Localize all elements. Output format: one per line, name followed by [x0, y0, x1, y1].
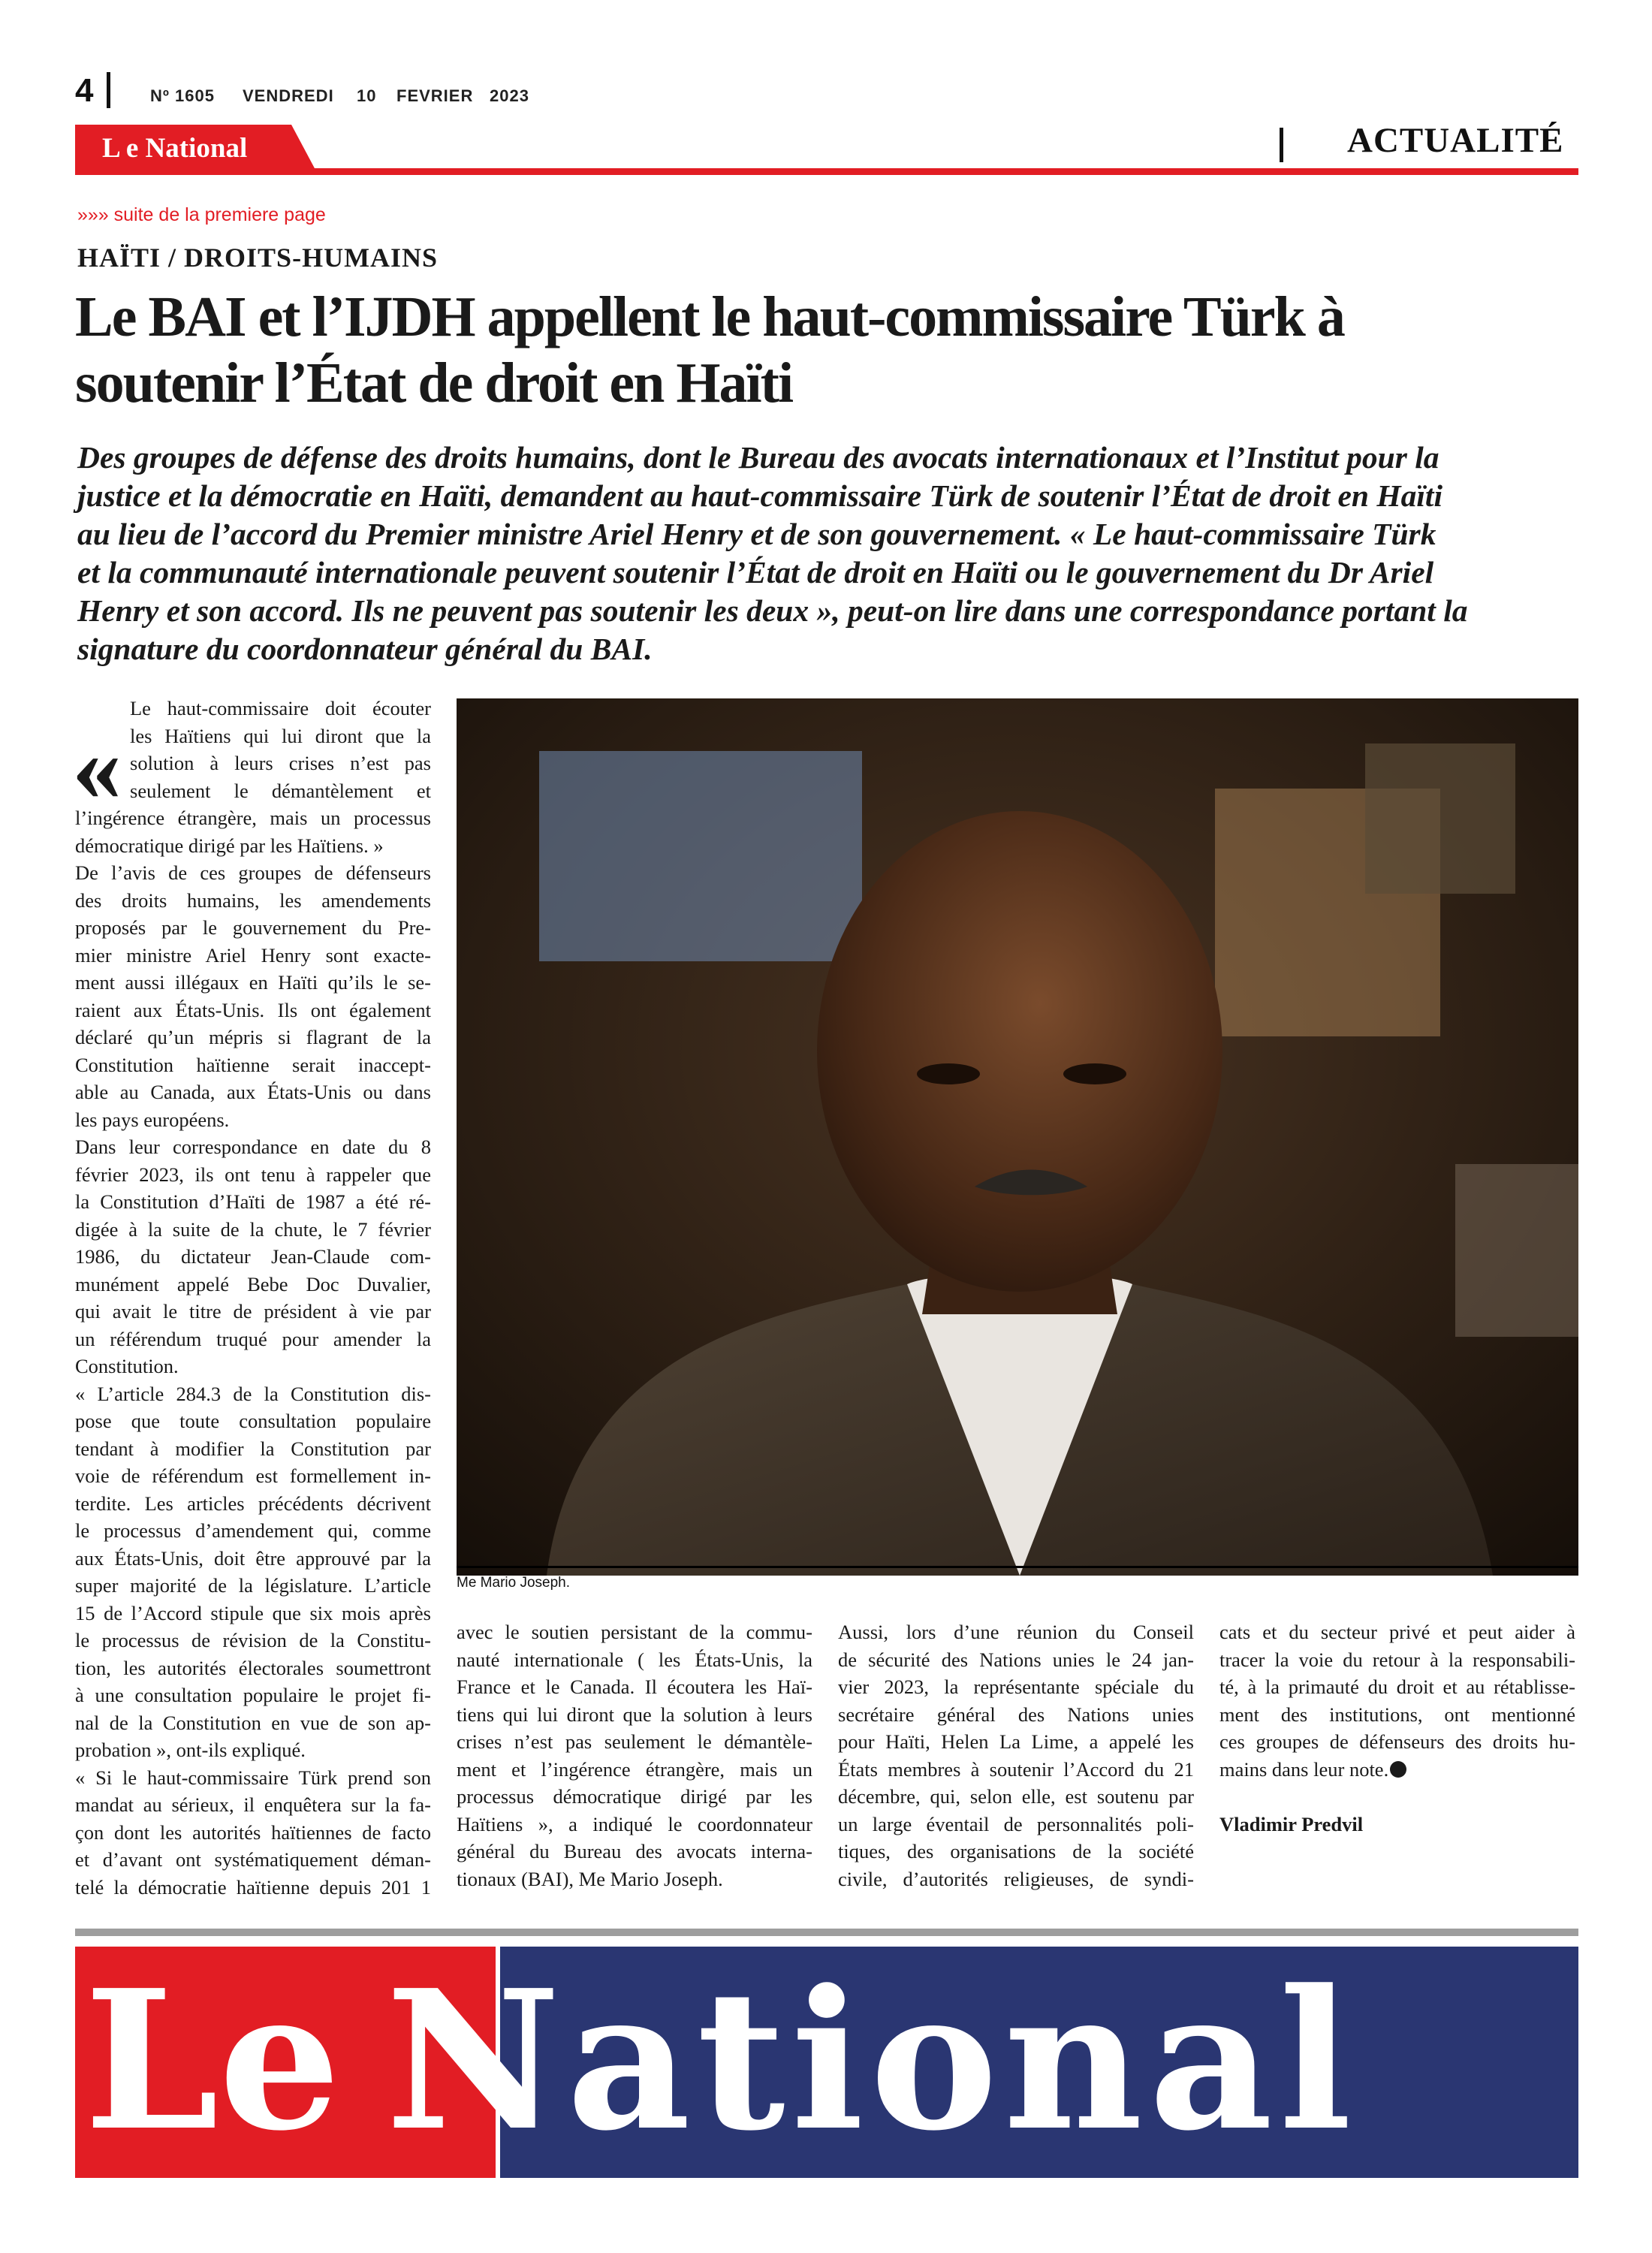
body-line: tracer la voie du retour à la responsabili- [1219, 1648, 1575, 1671]
header-rule [75, 168, 1578, 175]
body-line: pour Haïti, Helen La Lime, a appelé les [838, 1730, 1194, 1753]
body-line: telé la démocratie haïtienne depuis 201 1 [75, 1875, 431, 1899]
footer-rule [75, 1929, 1578, 1936]
body-line: un large éventail de personnalités poli- [838, 1812, 1194, 1835]
body-line: « Si le haut-commissaire Türk prend son [75, 1766, 431, 1789]
body-line: nauté internationale ( les États-Unis, la [457, 1648, 812, 1671]
body-line: pose que toute consultation populaire [75, 1410, 431, 1432]
standfirst-line: Des groupes de défense des droits humains, dont le Bureau des avocats internationaux et l’Institut pour la [77, 440, 1439, 475]
background-frame [1365, 743, 1515, 894]
body-line: États membres à soutenir l’Accord du 21 [838, 1757, 1194, 1781]
standfirst-line: signature du coordonnateur général du BAI. [77, 632, 653, 666]
body-line: « L’article 284.3 de la Constitution dis- [75, 1382, 431, 1405]
article-headline [75, 284, 1577, 416]
body-line: mier ministre Ariel Henry sont exacte- [75, 943, 431, 967]
folio-divider [107, 72, 110, 108]
section-name: ACTUALITÉ [1347, 121, 1564, 160]
body-line: processus démocratique dirigé par les [457, 1785, 812, 1808]
body-line: crises n’est pas seulement le démantèle- [457, 1730, 812, 1753]
body-line: tiques, des organisations de la société [838, 1840, 1194, 1862]
body-line: ces groupes de défenseurs des droits hu- [1219, 1730, 1575, 1753]
face [817, 811, 1222, 1292]
right-eye [1063, 1063, 1126, 1084]
body-line: nal de la Constitution en vue de son ap- [75, 1711, 431, 1734]
page-number: 4 [75, 72, 94, 109]
body-line: le processus d’amendement qui, comme [75, 1519, 431, 1542]
body-line: et d’avant ont systématiquement déman- [75, 1848, 431, 1871]
body-line: proposés par le gouvernement du Pre- [75, 916, 431, 939]
body-line: général du Bureau des avocats interna- [457, 1840, 812, 1862]
standfirst-line: Henry et son accord. Ils ne peuvent pas soutenir les deux », peut-on lire dans une correspondance portant la [77, 593, 1468, 628]
body-line: le processus de révision de la Constitu- [75, 1629, 431, 1651]
body-line: cats et du secteur privé et peut aider à [1219, 1621, 1575, 1643]
body-line: civile, d’autorités religieuses, de syndi- [838, 1867, 1194, 1890]
headline-line: soutenir l’État de droit en Haïti [75, 351, 793, 415]
issue-month: FEVRIER [396, 86, 474, 105]
body-line: février 2023, ils ont tenu à rappeler que [75, 1163, 431, 1186]
background-screen [539, 751, 862, 961]
body-line: aux États-Unis, doit être approuvé par la [75, 1546, 431, 1570]
article-column-1 [75, 695, 431, 1901]
body-line: çon dont les autorités haïtiennes de facto [75, 1820, 431, 1844]
article-column-2 [457, 1618, 812, 1893]
body-line: able au Canada, aux États-Unis ou dans [75, 1081, 431, 1103]
body-line: Haïtiens », a indiqué le coordonnateur [457, 1812, 812, 1835]
body-line: digée à la suite de la chute, le 7 février [75, 1217, 431, 1241]
article-kicker: HAÏTI / DROITS-HUMAINS [77, 243, 439, 273]
body-line: des droits humains, les amendements [75, 888, 431, 912]
continued-label: »»» suite de la premiere page [77, 204, 326, 225]
banner-word-le: Le [84, 1949, 341, 2173]
body-line: solution à leurs crises n’est pas [130, 752, 431, 774]
body-line: la Constitution d’Haïti de 1987 a été ré- [75, 1190, 431, 1213]
body-line: démocratique dirigé par les Haïtiens. » [75, 834, 384, 857]
brand-name: L e National [102, 133, 248, 164]
issue-day: VENDREDI [243, 86, 334, 105]
body-line: les pays européens. [75, 1108, 230, 1131]
body-line: munément appelé Bebe Doc Duvalier, [75, 1272, 431, 1295]
body-line: Constitution. [75, 1355, 179, 1377]
body-line: 1986, du dictateur Jean-Claude com- [75, 1245, 431, 1268]
body-line: qui avait le titre de président à vie par [75, 1300, 431, 1323]
standfirst-line: au lieu de l’accord du Premier ministre Ariel Henry et de son gouvernement. « Le haut-commissaire Türk [77, 517, 1436, 551]
body-line: de sécurité des Nations unies le 24 jan- [838, 1648, 1194, 1671]
body-line: vier 2023, la représentante spéciale du [838, 1675, 1194, 1698]
article-byline: Vladimir Predvil [1219, 1813, 1364, 1835]
article-photo [457, 698, 1578, 1576]
opening-quote-mark: « [72, 711, 122, 822]
body-line: tiens qui lui diront que la solution à leurs [457, 1703, 812, 1726]
left-eye [917, 1063, 980, 1084]
body-line: l’ingérence étrangère, mais un processus [75, 807, 431, 829]
body-line-last [1219, 1756, 1575, 1784]
body-line: Le haut-commissaire doit écouter [130, 697, 431, 719]
end-of-article-icon [1390, 1761, 1406, 1778]
body-line: Aussi, lors d’une réunion du Conseil [838, 1621, 1194, 1643]
issue-date-day: 10 [357, 86, 377, 105]
body-line: déclaré qu’un mépris si flagrant de la [75, 1026, 431, 1048]
issue-year: 2023 [490, 86, 529, 105]
body-line: mandat au sérieux, il enquêtera sur la fa- [75, 1793, 431, 1816]
footer-banner-logo [84, 1949, 1571, 2173]
body-line: à une consultation populaire le projet fi- [75, 1684, 431, 1706]
headline-line: Le BAI et l’IJDH appellent le haut-commissaire Türk à [75, 285, 1344, 348]
body-line: té, à la primauté du droit et au rétablisse- [1219, 1675, 1575, 1698]
section-divider [1280, 128, 1283, 162]
body-line: probation », ont-ils expliqué. [75, 1739, 306, 1761]
article-column-4 [1219, 1618, 1575, 1783]
body-line: tion, les autorités électorales soumettront [75, 1656, 431, 1679]
body-line: terdite. Les articles précédents décrivent [75, 1491, 431, 1515]
body-line: un référendum truqué pour amender la [75, 1327, 431, 1350]
banner-word-national: National [385, 1949, 1358, 2173]
body-line: tionaux (BAI), Me Mario Joseph. [457, 1867, 723, 1890]
body-line: décembre, qui, selon elle, est soutenu par [838, 1785, 1194, 1808]
body-line: raient aux États-Unis. Ils ont également [75, 998, 431, 1021]
body-line: les Haïtiens qui lui diront que la [130, 724, 431, 747]
standfirst-line: et la communauté internationale peuvent soutenir l’État de droit en Haïti ou le gouvernement du Dr Ariel [77, 555, 1434, 590]
issue-number: Nº 1605 [150, 86, 215, 105]
body-line: secrétaire général des Nations unies [838, 1703, 1194, 1726]
body-line: Constitution haïtienne serait inaccept- [75, 1053, 431, 1076]
article-standfirst [77, 439, 1579, 668]
body-line: ment des institutions, ont mentionné [1219, 1703, 1575, 1726]
photo-bottom-rule [457, 1566, 1578, 1568]
standfirst-line: justice et la démocratie en Haïti, demandent au haut-commissaire Türk de soutenir l’État de droit en Haïti [77, 478, 1442, 513]
body-line: avec le soutien persistant de la commu- [457, 1621, 812, 1643]
body-line: Dans leur correspondance en date du 8 [75, 1136, 431, 1158]
body-line: seulement le démantèlement et [130, 779, 431, 802]
body-line: De l’avis de ces groupes de défenseurs [75, 861, 431, 884]
body-line: 15 de l’Accord stipule que six mois après [75, 1601, 431, 1624]
body-line: ment aussi illégaux en Haïti qu’ils le se- [75, 971, 431, 994]
article-column-3 [838, 1618, 1194, 1893]
body-line: voie de référendum est formellement in- [75, 1464, 431, 1487]
photo-caption: Me Mario Joseph. [457, 1575, 571, 1591]
body-line: France et le Canada. Il écoutera les Haï- [457, 1675, 812, 1698]
body-line: ment et l’ingérence étrangère, mais un [457, 1757, 812, 1781]
background-shelf [1455, 1164, 1578, 1337]
body-line: super majorité de la législature. L’article [75, 1574, 431, 1597]
body-line: mains dans leur note. [1219, 1757, 1389, 1781]
body-line: tendant à modifier la Constitution par [75, 1437, 431, 1460]
